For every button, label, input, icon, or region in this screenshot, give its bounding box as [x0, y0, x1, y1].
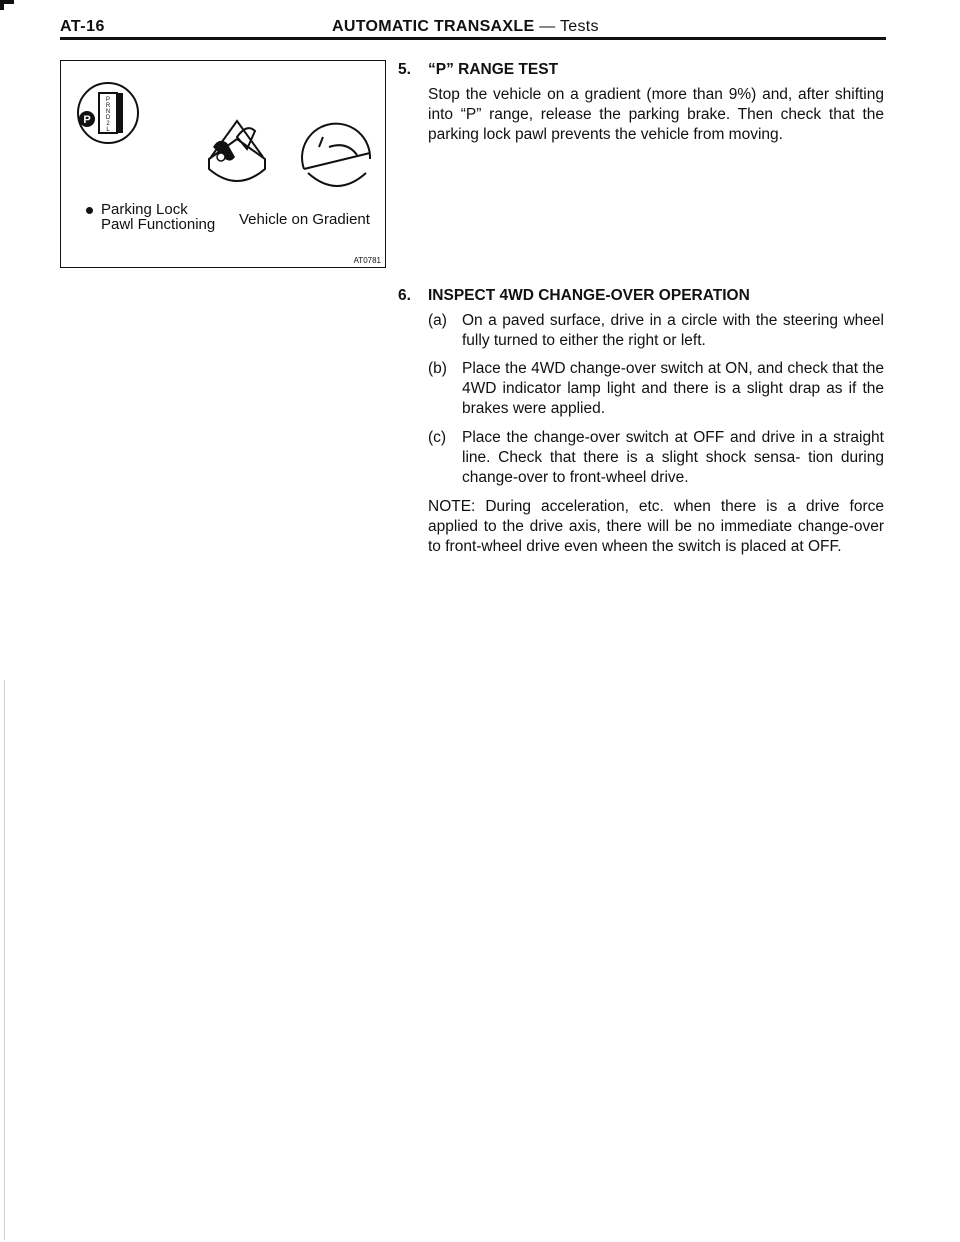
section-number: 5.	[398, 61, 411, 78]
section-paragraph: Stop the vehicle on a gradient (more than 9%) and, after shifting into “P” range, release the parking brake. Then check that the parking lock pawl prevents the vehicle from moving.	[428, 86, 884, 143]
page-number: AT-16	[60, 18, 105, 35]
parking-brake-icon	[209, 121, 265, 181]
page-title-sub: — Tests	[539, 18, 599, 35]
section-number: 6.	[398, 287, 411, 304]
gradient-icon	[302, 124, 370, 186]
item-text: Place the 4WD change-over switch at ON, and check that the 4WD indicator lamp light and there is a slight drap as if the brakes were applied.	[462, 360, 884, 417]
svg-text:2: 2	[106, 121, 110, 127]
section-title: “P” RANGE TEST	[428, 61, 559, 78]
page-title	[332, 18, 599, 36]
svg-text:N: N	[105, 109, 111, 115]
item-text: Place the change-over switch at OFF and drive in a straight line. Check that there is a slight shock sensa- tion during change-over to front-wheel drive.	[462, 429, 884, 486]
item-text: On a paved surface, drive in a circle with the steering wheel fully turned to either the right or left.	[462, 312, 884, 349]
figure-box	[60, 60, 386, 268]
caption-bullet	[86, 207, 93, 214]
shift-indicator-icon	[78, 83, 138, 143]
caption-vehicle-gradient: Vehicle on Gradient	[239, 211, 370, 228]
header-rule	[60, 37, 886, 40]
item-label: (c)	[428, 429, 447, 446]
scan-edge-line	[4, 680, 5, 1240]
section-title: INSPECT 4WD CHANGE-OVER OPERATION	[428, 287, 750, 304]
note-paragraph: NOTE: During acceleration, etc. when there is a drive force applied to the drive axis, there will be no immediate change-over to front-wheel drive even wheen the switch is placed at OFF.	[428, 498, 884, 555]
item-label: (a)	[428, 312, 447, 329]
svg-text:P: P	[83, 114, 91, 126]
figure-illustration	[61, 61, 387, 269]
item-label: (b)	[428, 360, 447, 377]
caption-pawl-functioning: Pawl Functioning	[101, 216, 216, 233]
page-corner-mark	[0, 0, 14, 10]
svg-text:D: D	[105, 115, 111, 121]
caption-parking-lock: Parking Lock	[101, 201, 188, 218]
figure-code: AT0781	[353, 256, 381, 265]
svg-text:P: P	[105, 97, 111, 103]
svg-text:L: L	[106, 127, 110, 133]
page-title-main: AUTOMATIC TRANSAXLE	[332, 18, 535, 35]
svg-text:R: R	[105, 103, 111, 109]
